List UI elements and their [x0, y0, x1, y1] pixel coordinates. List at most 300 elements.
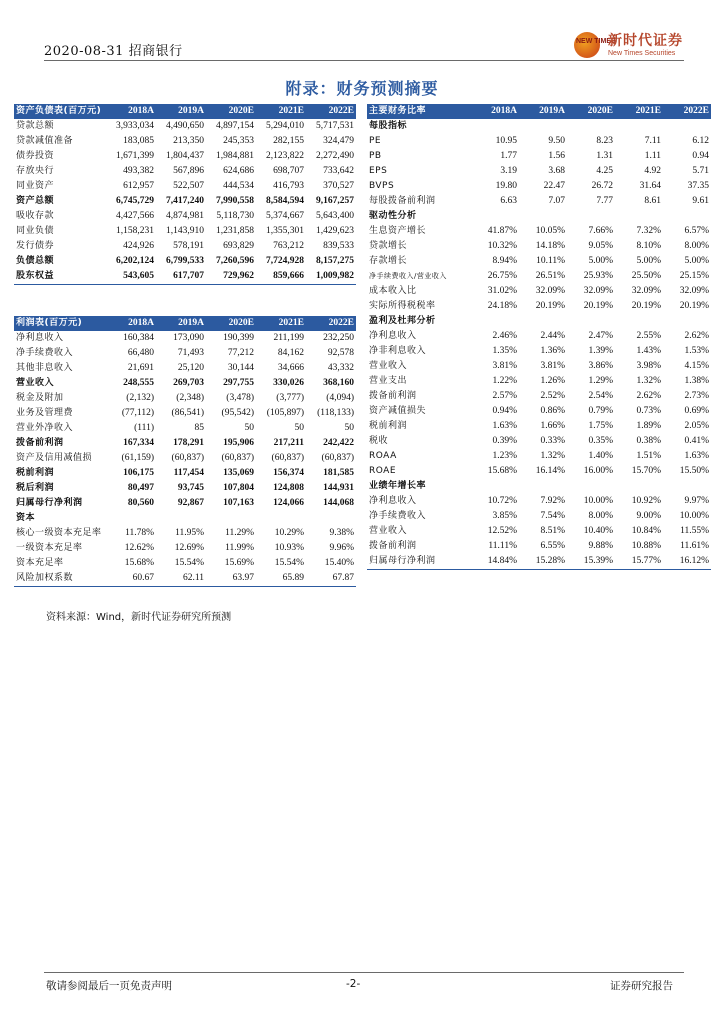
value-cell: [615, 119, 663, 134]
value-cell: 30,144: [227, 363, 254, 373]
value-cell: (60,837): [171, 453, 204, 463]
logo-chinese-name: 新时代证券: [608, 33, 683, 49]
value-cell: 43,332: [327, 363, 354, 373]
value-cell: 1.38%: [684, 376, 709, 386]
table-row: [14, 224, 356, 239]
row-label: 业务及管理费: [16, 408, 74, 418]
value-cell: 10.32%: [487, 241, 517, 251]
value-cell: 144,931: [323, 483, 354, 493]
value-cell: 1.63%: [684, 451, 709, 461]
value-cell: 5.00%: [588, 256, 613, 266]
value-cell: 7,724,928: [266, 256, 304, 266]
row-label: 驱动性分析: [369, 211, 417, 221]
value-cell: 5.00%: [636, 256, 661, 266]
value-cell: 1,355,301: [266, 226, 304, 236]
value-cell: 3.68: [548, 166, 565, 176]
value-cell: 493,382: [123, 166, 154, 176]
row-label: 债券投资: [16, 151, 55, 161]
row-label: 实际所得税税率: [369, 301, 436, 311]
value-cell: 578,191: [173, 241, 204, 251]
value-cell: 63.97: [206, 571, 256, 587]
value-cell: 8,157,275: [316, 256, 354, 266]
income-statement-table: [14, 316, 356, 587]
table-row: [367, 119, 711, 134]
value-cell: 92,867: [177, 498, 204, 508]
value-cell: 368,160: [323, 378, 354, 388]
value-cell: 8.00%: [684, 241, 709, 251]
table-row: [14, 331, 356, 346]
value-cell: 7,417,240: [166, 196, 204, 206]
value-cell: [567, 314, 615, 329]
value-cell: 2.47%: [588, 331, 613, 341]
value-cell: [471, 209, 519, 224]
financial-ratios-table: [367, 104, 711, 570]
table-row: [367, 209, 711, 224]
value-cell: (60,837): [271, 453, 304, 463]
value-cell: (2,132): [126, 393, 154, 403]
value-cell: 1,429,623: [316, 226, 354, 236]
value-cell: 543,605: [106, 269, 156, 285]
value-cell: 10.72%: [487, 496, 517, 506]
table-header-row: [14, 316, 356, 331]
year-header-cell: 2020E: [206, 316, 256, 331]
table-row: [367, 164, 711, 179]
value-cell: 93,745: [177, 483, 204, 493]
value-cell: 444,534: [223, 181, 254, 191]
value-cell: 12.69%: [174, 543, 204, 553]
value-cell: 80,497: [127, 483, 154, 493]
value-cell: 10.95: [495, 136, 517, 146]
value-cell: 1.35%: [492, 346, 517, 356]
value-cell: 763,212: [273, 241, 304, 251]
row-label: 资产总额: [16, 196, 55, 206]
value-cell: 1.40%: [588, 451, 613, 461]
value-cell: 77,212: [227, 348, 254, 358]
table-row: [367, 239, 711, 254]
value-cell: 1.53%: [684, 346, 709, 356]
value-cell: 567,896: [173, 166, 204, 176]
value-cell: 1.36%: [540, 346, 565, 356]
row-label: 净手续费收入: [16, 348, 74, 358]
value-cell: 0.94%: [492, 406, 517, 416]
value-cell: 15.40%: [324, 558, 354, 568]
value-cell: 144,068: [323, 498, 354, 508]
row-label: 净手续费收入: [369, 511, 427, 521]
footer-divider: [44, 972, 684, 973]
table-row: [14, 526, 356, 541]
value-cell: 0.69%: [684, 406, 709, 416]
value-cell: (77,112): [121, 408, 154, 418]
value-cell: 729,962: [206, 269, 256, 285]
value-cell: 522,507: [173, 181, 204, 191]
row-label: 净利息收入: [369, 496, 417, 506]
year-header-cell: 2020E: [567, 104, 615, 119]
value-cell: 24.18%: [487, 301, 517, 311]
value-cell: 50: [344, 423, 354, 433]
value-cell: 5,118,730: [216, 211, 254, 221]
value-cell: 15.54%: [274, 558, 304, 568]
value-cell: 1.66%: [540, 421, 565, 431]
row-label: 成本收入比: [369, 286, 417, 296]
value-cell: 232,250: [323, 333, 354, 343]
year-header-cell: 2020E: [206, 104, 256, 119]
value-cell: [567, 479, 615, 494]
value-cell: 3.86%: [588, 361, 613, 371]
value-cell: 370,527: [323, 181, 354, 191]
value-cell: 34,666: [277, 363, 304, 373]
table-row: [367, 374, 711, 389]
table-header-row: [367, 104, 711, 119]
value-cell: 32.09%: [535, 286, 565, 296]
value-cell: 5,374,667: [266, 211, 304, 221]
value-cell: [519, 209, 567, 224]
value-cell: 3.81%: [492, 361, 517, 371]
value-cell: 66,480: [127, 348, 154, 358]
year-header-cell: 2022E: [663, 104, 711, 119]
value-cell: 8,584,594: [266, 196, 304, 206]
value-cell: 167,334: [123, 438, 154, 448]
value-cell: 330,026: [273, 378, 304, 388]
value-cell: 6.55%: [540, 541, 565, 551]
value-cell: 65.89: [256, 571, 306, 587]
value-cell: [519, 119, 567, 134]
value-cell: 1.22%: [492, 376, 517, 386]
value-cell: 11.99%: [225, 543, 254, 553]
header-divider: [44, 60, 684, 61]
table-title-cell: 利润表(百万元): [14, 316, 106, 331]
value-cell: 9.50: [548, 136, 565, 146]
row-label: 税后利润: [16, 483, 55, 493]
table-row: [14, 179, 356, 194]
row-label: EPS: [369, 166, 388, 176]
row-label: 风险加权系数: [14, 571, 106, 587]
page-title: 附录：财务预测摘要: [285, 79, 439, 98]
row-label: 每股拨备前利润: [369, 196, 436, 206]
value-cell: 1,984,881: [216, 151, 254, 161]
value-cell: 2.57%: [492, 391, 517, 401]
row-label: 税收: [369, 436, 389, 446]
row-label: 一级资本充足率: [16, 543, 83, 553]
year-header-cell: 2019A: [519, 104, 567, 119]
value-cell: (111): [134, 423, 154, 433]
logo-emblem-icon: [574, 32, 600, 58]
header-date-company: 2020-08-31 招商银行: [44, 44, 183, 59]
value-cell: 15.68%: [487, 466, 517, 476]
value-cell: [471, 314, 519, 329]
value-cell: 1.89%: [636, 421, 661, 431]
value-cell: 2.62%: [636, 391, 661, 401]
value-cell: 16.00%: [583, 466, 613, 476]
value-cell: 19.80: [495, 181, 517, 191]
value-cell: 20.19%: [631, 301, 661, 311]
row-label: 其他非息收入: [16, 363, 74, 373]
value-cell: 1,009,982: [306, 269, 356, 285]
table-row: [367, 404, 711, 419]
row-label: 营业收入: [369, 361, 408, 371]
value-cell: [206, 511, 256, 526]
value-cell: 612,957: [123, 181, 154, 191]
value-cell: 859,666: [256, 269, 306, 285]
value-cell: 10.00%: [583, 496, 613, 506]
row-label: 营业收入: [16, 378, 55, 388]
value-cell: 9.05%: [588, 241, 613, 251]
value-cell: 2.44%: [540, 331, 565, 341]
value-cell: 733,642: [323, 166, 354, 176]
value-cell: 107,163: [223, 498, 254, 508]
value-cell: 0.35%: [588, 436, 613, 446]
value-cell: 1,671,399: [116, 151, 154, 161]
value-cell: 2,123,822: [266, 151, 304, 161]
value-cell: 2.62%: [684, 331, 709, 341]
value-cell: 7.07: [548, 196, 565, 206]
value-cell: 10.29%: [274, 528, 304, 538]
table-row: [367, 434, 711, 449]
value-cell: 15.68%: [124, 558, 154, 568]
row-label: 业绩年增长率: [369, 481, 427, 491]
value-cell: 11.11%: [488, 541, 517, 551]
value-cell: 3.81%: [540, 361, 565, 371]
table-row: [14, 391, 356, 406]
row-label: 净手续费收入/营业收入: [369, 272, 447, 280]
value-cell: 107,804: [223, 483, 254, 493]
value-cell: 4.92: [644, 166, 661, 176]
value-cell: 16.14%: [535, 466, 565, 476]
value-cell: 11.29%: [225, 528, 254, 538]
value-cell: 1,804,437: [166, 151, 204, 161]
row-label: ROAE: [369, 466, 397, 476]
value-cell: 85: [194, 423, 204, 433]
table-row: [14, 511, 356, 526]
value-cell: 25.93%: [583, 271, 613, 281]
value-cell: 11.61%: [680, 541, 709, 551]
value-cell: 14.84%: [471, 554, 519, 570]
table-row: [14, 571, 356, 587]
table-row: [14, 269, 356, 285]
value-cell: 4.25: [596, 166, 613, 176]
value-cell: 10.88%: [631, 541, 661, 551]
row-label: 发行债券: [16, 241, 55, 251]
value-cell: 60.67: [106, 571, 156, 587]
value-cell: 8.94%: [492, 256, 517, 266]
value-cell: 106,175: [123, 468, 154, 478]
value-cell: 31.64: [639, 181, 661, 191]
value-cell: 1.77: [500, 151, 517, 161]
row-label: 净利息收入: [369, 331, 417, 341]
table-row: [367, 359, 711, 374]
value-cell: 41.87%: [487, 226, 517, 236]
value-cell: 5,294,010: [266, 121, 304, 131]
table-row: [14, 346, 356, 361]
table-row: [14, 421, 356, 436]
value-cell: 0.41%: [684, 436, 709, 446]
table-row: [14, 149, 356, 164]
value-cell: (61,159): [121, 453, 154, 463]
value-cell: 15.50%: [679, 466, 709, 476]
table-row: [14, 541, 356, 556]
value-cell: 3,933,034: [116, 121, 154, 131]
value-cell: 12.52%: [487, 526, 517, 536]
value-cell: 2.52%: [540, 391, 565, 401]
row-label: 营业收入: [369, 526, 408, 536]
value-cell: 15.54%: [174, 558, 204, 568]
footer-page-number: -2-: [346, 978, 361, 990]
table-row: [14, 209, 356, 224]
value-cell: 62.11: [156, 571, 206, 587]
value-cell: 12.62%: [124, 543, 154, 553]
value-cell: 248,555: [123, 378, 154, 388]
value-cell: 160,384: [123, 333, 154, 343]
row-label: 归属母行净利润: [367, 554, 471, 570]
row-label: PE: [369, 136, 382, 146]
row-label: ROAA: [369, 451, 397, 461]
value-cell: 213,350: [173, 136, 204, 146]
row-label: 税前利润: [16, 468, 55, 478]
row-label: 同业资产: [16, 181, 55, 191]
year-header-cell: 2021E: [256, 316, 306, 331]
value-cell: [663, 479, 711, 494]
value-cell: [471, 479, 519, 494]
row-label: PB: [369, 151, 382, 161]
value-cell: (105,897): [266, 408, 304, 418]
value-cell: 25,120: [177, 363, 204, 373]
value-cell: 10.11%: [536, 256, 565, 266]
table-row: [14, 239, 356, 254]
value-cell: 9.38%: [329, 528, 354, 538]
value-cell: 84,162: [277, 348, 304, 358]
value-cell: 10.93%: [274, 543, 304, 553]
row-label: 税前利润: [369, 421, 408, 431]
value-cell: 9,167,257: [316, 196, 354, 206]
value-cell: 245,353: [223, 136, 254, 146]
value-cell: 190,399: [223, 333, 254, 343]
value-cell: 211,199: [273, 333, 304, 343]
row-label: 每股指标: [369, 121, 408, 131]
value-cell: 22.47: [543, 181, 565, 191]
footer-disclaimer-note: 敬请参阅最后一页免责声明: [46, 980, 172, 992]
value-cell: 181,585: [323, 468, 354, 478]
value-cell: 1.56: [548, 151, 565, 161]
table-row: [14, 119, 356, 134]
value-cell: (3,777): [276, 393, 304, 403]
row-label: 存款增长: [369, 256, 408, 266]
value-cell: 2,272,490: [316, 151, 354, 161]
table-row: [14, 556, 356, 571]
value-cell: 2.54%: [588, 391, 613, 401]
value-cell: 4,897,154: [216, 121, 254, 131]
table-row: [14, 451, 356, 466]
value-cell: (4,094): [326, 393, 354, 403]
year-header-cell: 2022E: [306, 104, 356, 119]
value-cell: [471, 119, 519, 134]
table-row: [367, 179, 711, 194]
row-label: 同业负债: [16, 226, 55, 236]
value-cell: 0.38%: [636, 436, 661, 446]
value-cell: 1.39%: [588, 346, 613, 356]
value-cell: 4,427,566: [116, 211, 154, 221]
value-cell: 10.92%: [631, 496, 661, 506]
value-cell: 50: [294, 423, 304, 433]
value-cell: 2.73%: [684, 391, 709, 401]
table-row: [367, 299, 711, 314]
value-cell: 9.61: [692, 196, 709, 206]
row-label: 核心一级资本充足率: [16, 528, 102, 538]
value-cell: 25.15%: [679, 271, 709, 281]
value-cell: 124,066: [273, 498, 304, 508]
year-header-cell: 2019A: [156, 316, 206, 331]
value-cell: [106, 511, 156, 526]
row-label: 盈利及杜邦分析: [369, 316, 436, 326]
value-cell: 0.94: [692, 151, 709, 161]
value-cell: 1.32%: [636, 376, 661, 386]
value-cell: [306, 511, 356, 526]
value-cell: 25.50%: [631, 271, 661, 281]
row-label: 吸收存款: [16, 211, 55, 221]
table-title-cell: 资产负债表(百万元): [14, 104, 106, 119]
value-cell: 6.12: [692, 136, 709, 146]
value-cell: [519, 314, 567, 329]
value-cell: [256, 511, 306, 526]
value-cell: 242,422: [323, 438, 354, 448]
value-cell: 6,799,533: [166, 256, 204, 266]
value-cell: 15.77%: [615, 554, 663, 570]
table-row: [367, 539, 711, 554]
value-cell: 0.86%: [540, 406, 565, 416]
value-cell: 3.85%: [492, 511, 517, 521]
value-cell: 9.97%: [684, 496, 709, 506]
value-cell: 8.10%: [636, 241, 661, 251]
value-cell: 183,085: [123, 136, 154, 146]
company-logo: [574, 30, 686, 64]
table-row: [367, 509, 711, 524]
value-cell: 9.00%: [636, 511, 661, 521]
value-cell: 10.40%: [583, 526, 613, 536]
value-cell: 7.92%: [540, 496, 565, 506]
value-cell: [567, 119, 615, 134]
value-cell: 0.79%: [588, 406, 613, 416]
value-cell: 7.54%: [540, 511, 565, 521]
footer-report-type: 证券研究报告: [610, 980, 673, 992]
value-cell: 7.32%: [636, 226, 661, 236]
value-cell: (60,837): [321, 453, 354, 463]
row-label: 生息资产增长: [369, 226, 427, 236]
value-cell: 21,691: [127, 363, 154, 373]
value-cell: 1,231,858: [216, 226, 254, 236]
year-header-cell: 2022E: [306, 316, 356, 331]
value-cell: 20.19%: [583, 301, 613, 311]
value-cell: 416,793: [273, 181, 304, 191]
value-cell: 1.31: [596, 151, 613, 161]
row-label: 资本充足率: [16, 558, 64, 568]
year-header-cell: 2019A: [156, 104, 206, 119]
value-cell: 2.05%: [684, 421, 709, 431]
table-row: [367, 464, 711, 479]
row-label: 资本: [16, 513, 36, 523]
value-cell: 1,143,910: [166, 226, 204, 236]
value-cell: 7,260,596: [216, 256, 254, 266]
value-cell: 8.51%: [540, 526, 565, 536]
value-cell: 67.87: [306, 571, 356, 587]
table-header-row: [14, 104, 356, 119]
value-cell: 117,454: [173, 468, 204, 478]
row-label: 拨备前利润: [369, 541, 417, 551]
row-label: 营业外净收入: [16, 423, 74, 433]
value-cell: 26.51%: [535, 271, 565, 281]
row-label: 归属母行净利润: [16, 498, 83, 508]
value-cell: 32.09%: [679, 286, 709, 296]
value-cell: 617,707: [156, 269, 206, 285]
value-cell: 1.11: [644, 151, 661, 161]
value-cell: 173,090: [173, 333, 204, 343]
